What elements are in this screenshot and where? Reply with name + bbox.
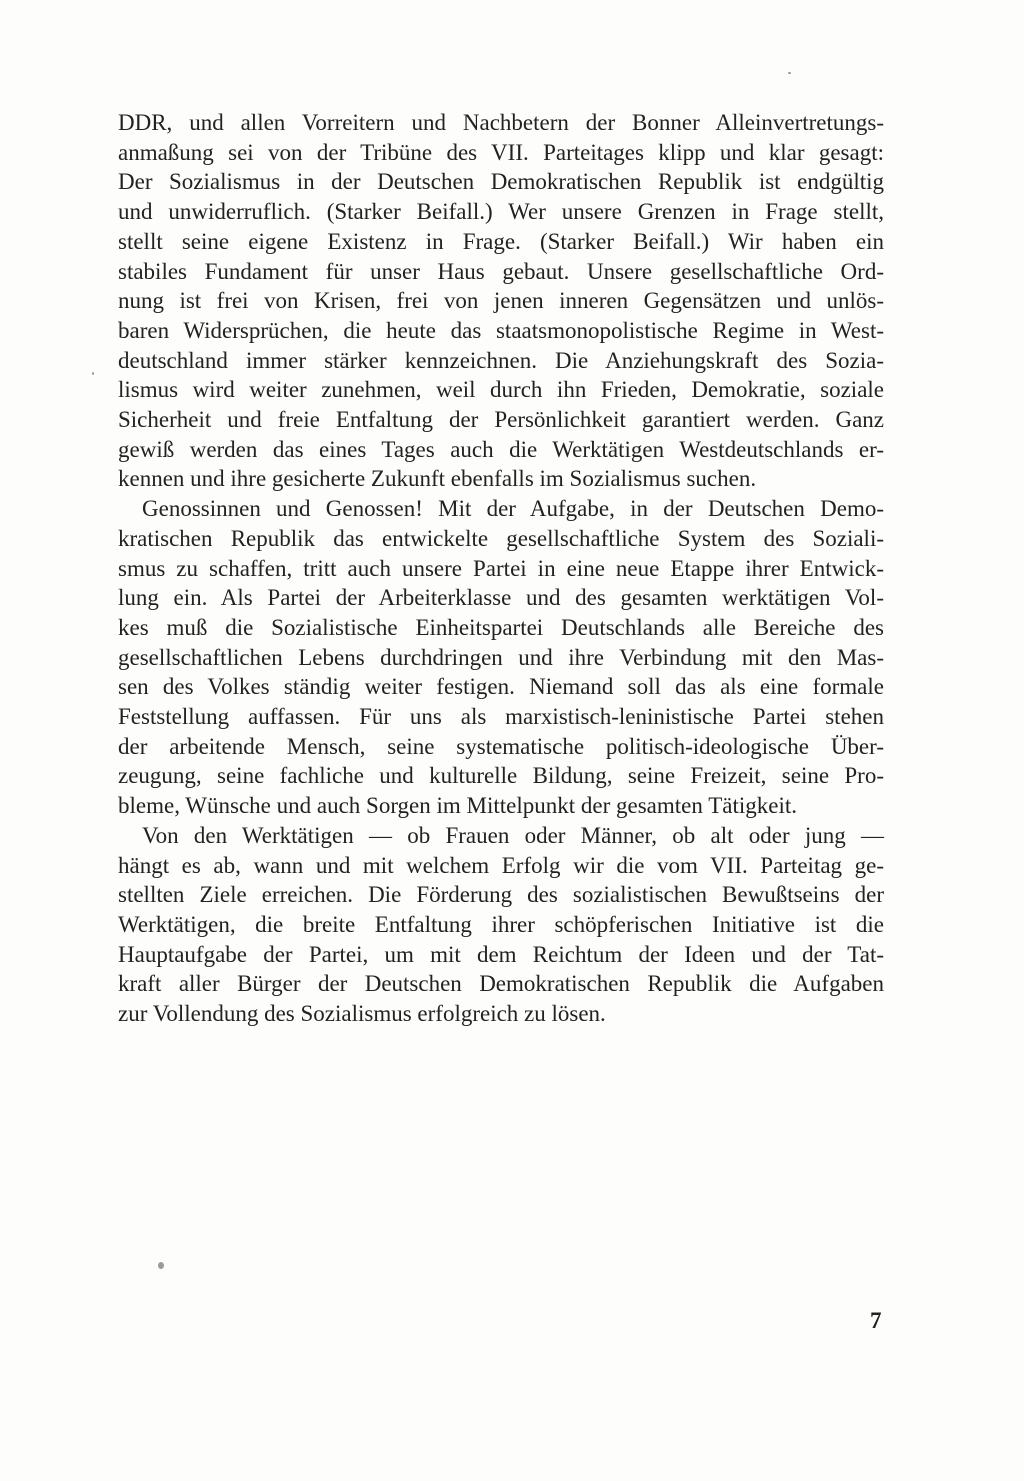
text-line: Werktätigen, die breite Entfaltung ihrer schöpferischen Initiative ist die [118,911,884,937]
scan-speck [158,1262,164,1269]
text-line: stellten Ziele erreichen. Die Förderung des sozialistischen Bewußtseins der [118,882,884,908]
body-text [118,108,884,1029]
text-line: lung ein. Als Partei der Arbeiterklasse und des gesamten werktätigen Vol- [118,585,884,611]
text-line: Sicherheit und freie Entfaltung der Persönlichkeit garantiert werden. Ganz [118,407,884,433]
paragraph-1 [118,108,884,494]
text-line: Feststellung auffassen. Für uns als marxistisch-leninistische Partei stehen [118,704,884,730]
text-line: sen des Volkes ständig weiter festigen. Niemand soll das als eine formale [118,674,884,700]
text-line: gesellschaftlichen Lebens durchdringen und ihre Verbindung mit den Mas- [118,644,884,670]
text-line: Genossinnen und Genossen! Mit der Aufgabe, in der Deutschen Demo- [142,496,884,522]
text-line: kraft aller Bürger der Deutschen Demokratischen Republik die Aufgaben [118,971,884,997]
text-line: smus zu schaffen, tritt auch unsere Partei in eine neue Etappe ihrer Entwick- [118,555,884,581]
text-line: und unwiderruflich. (Starker Beifall.) Wer unsere Grenzen in Frage stellt, [118,199,884,225]
text-line: kennen und ihre gesicherte Zukunft ebenfalls im Sozialismus suchen. [118,466,757,492]
scan-speck [788,72,791,74]
text-line: Der Sozialismus in der Deutschen Demokratischen Republik ist endgültig [118,169,884,195]
text-line: gewiß werden das eines Tages auch die Werktätigen Westdeutschlands er- [118,436,884,462]
paragraph-3 [118,821,884,1029]
text-line: kes muß die Sozialistische Einheitspartei Deutschlands alle Bereiche des [118,614,884,640]
text-line: baren Widersprüchen, die heute das staatsmonopolistische Regime in West- [118,317,884,343]
text-line: zeugung, seine fachliche und kulturelle Bildung, seine Freizeit, seine Pro- [118,763,884,789]
text-line: anmaßung sei von der Tribüne des VII. Parteitages klipp und klar gesagt: [118,139,884,165]
text-line: stabiles Fundament für unser Haus gebaut. Unsere gesellschaftliche Ord- [118,258,884,284]
text-line: zur Vollendung des Sozialismus erfolgreich zu lösen. [118,1001,606,1027]
text-line: DDR, und allen Vorreitern und Nachbetern der Bonner Alleinvertretungs- [118,110,884,135]
text-line: deutschland immer stärker kennzeichnen. Die Anziehungskraft des Sozia- [118,347,884,373]
paragraph-2 [118,494,884,821]
text-line: nung ist frei von Krisen, frei von jenen inneren Gegensätzen und unlös- [118,288,884,314]
text-line: lismus wird weiter zunehmen, weil durch ihn Frieden, Demokratie, soziale [118,377,884,403]
text-line: der arbeitende Mensch, seine systematische politisch-ideologische Über- [118,733,884,759]
text-line: kratischen Republik das entwickelte gesellschaftliche System des Soziali- [118,525,884,551]
text-line: Hauptaufgabe der Partei, um mit dem Reichtum der Ideen und der Tat- [118,941,884,967]
text-line: bleme, Wünsche und auch Sorgen im Mittelpunkt der gesamten Tätigkeit. [118,793,797,819]
text-line: stellt seine eigene Existenz in Frage. (Starker Beifall.) Wir haben ein [118,228,884,254]
page-number: 7 [870,1308,882,1333]
scan-speck [92,372,94,375]
text-line: hängt es ab, wann und mit welchem Erfolg wir die vom VII. Parteitag ge- [118,852,884,878]
text-line: Von den Werktätigen — ob Frauen oder Männer, ob alt oder jung — [142,822,884,848]
